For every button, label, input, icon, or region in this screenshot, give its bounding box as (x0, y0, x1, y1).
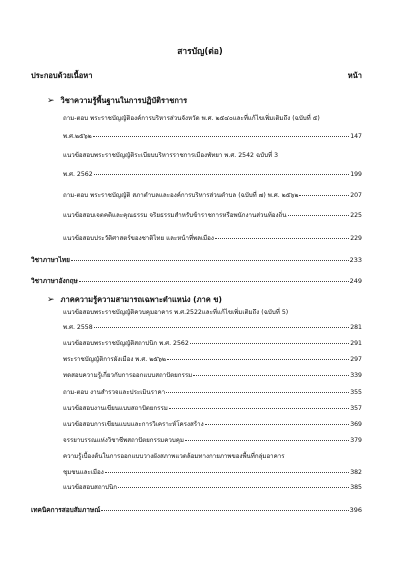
toc-entry-text: แนวข้อสอบงานเขียนแบบสถาปัตยกรรม (63, 405, 168, 412)
dot-leader (167, 359, 349, 360)
dot-leader (71, 260, 349, 261)
toc-header (31, 70, 362, 82)
dot-leader (185, 440, 349, 441)
toc-entry-text: พ.ศ.๒๕๖๒ (63, 133, 92, 140)
toc-entry-architect-act[interactable] (63, 341, 362, 347)
page-number: 199 (350, 171, 362, 178)
dot-leader (93, 136, 349, 137)
page-number: 382 (350, 469, 362, 476)
dot-leader (94, 174, 350, 175)
dot-leader (190, 343, 349, 344)
page-column-label: หน้า (347, 71, 362, 80)
arrow-bullet-icon: ➢ (47, 96, 55, 106)
toc-entry-text: วิชาภาษาอังกฤษ (31, 277, 78, 285)
page-number: 233 (349, 256, 362, 264)
page-number: 229 (350, 235, 362, 242)
toc-entry-architect-exam[interactable] (63, 485, 362, 491)
toc-entry-building-control[interactable] (63, 325, 362, 331)
toc-entry-pao-act[interactable] (63, 134, 362, 140)
toc-entry-text: ถาม-ตอบ พระราชบัญญัติ สภาตำบลและองค์การบริหารส่วนตำบล (ฉบับที่ ๗) พ.ศ. ๒๕๖๒ (63, 192, 299, 199)
dot-leader (169, 408, 349, 409)
page-number: 385 (350, 484, 362, 491)
toc-entry-text: แนวข้อสอบพระราชบัญญัติควบคุมอาคาร พ.ศ.2522และที่แก้ไขเพิ่มเติมถึง (ฉบับที่ 5) (63, 309, 289, 316)
toc-entry-text: แนวข้อสอบการเขียนแบบและการวิเคราะห์โครงสร้าง (63, 421, 204, 428)
toc-entry-text: ความรู้เบื้องต้นในการออกแบบวางผังสภาพแวดล้อมทางกายภาพของพื้นที่กลุ่มอาคาร (63, 453, 285, 460)
toc-entry-text: ทดสอบความรู้เกี่ยวกับการออกแบบสถาปัตยกรรม (63, 372, 193, 379)
dot-leader (288, 215, 350, 216)
section-heading-specific-knowledge (47, 294, 222, 306)
toc-entry-text: แนวข้อสอบพระราชบัญญัติสถาปนิก พ.ศ. 2562 (63, 340, 189, 347)
section-heading-text: ภาคความรู้ความสามารถเฉพาะตำแหน่ง (ภาค ข) (60, 295, 222, 304)
toc-entry-pattaya-act[interactable] (63, 172, 362, 178)
toc-entry-town-planning[interactable] (63, 357, 362, 363)
dot-leader (105, 472, 349, 473)
toc-entry-text: พ.ศ. 2558 (63, 324, 93, 331)
toc-entry-thai-language[interactable] (31, 255, 362, 265)
toc-entry-design-test[interactable] (63, 373, 362, 379)
toc-entry-interview-technique[interactable] (31, 505, 362, 515)
page-number: 147 (350, 133, 362, 140)
toc-entry-text: จรรยาบรรณแห่งวิชาชีพสถาปัตยกรรมควบคุม (63, 437, 185, 444)
dot-leader (79, 281, 349, 282)
toc-entry-text: วิชาภาษาไทย (31, 256, 70, 264)
dot-leader (193, 375, 349, 376)
page-number: 249 (349, 277, 362, 285)
arrow-bullet-icon: ➢ (47, 295, 55, 305)
page-number: 207 (350, 192, 362, 199)
toc-entry-survey-estimate[interactable] (63, 390, 362, 396)
dot-leader (166, 392, 349, 393)
toc-entry-text: ถาม-ตอบ พระราชบัญญัติองค์การบริหารส่วนจังหวัด พ.ศ. ๒๕๔๐และที่แก้ไขเพิ่มเติมถึง (ฉบับที่ ๕) (63, 115, 320, 122)
page-number: 355 (350, 389, 362, 396)
page-number: 369 (350, 421, 362, 428)
toc-entry-english[interactable] (31, 276, 362, 286)
page-number: 225 (350, 212, 362, 219)
page-number: 379 (350, 437, 362, 444)
toc-entry-pattaya-act-line1 (63, 153, 362, 159)
toc-entry-text: พ.ศ. 2562 (63, 171, 93, 178)
dot-leader (215, 238, 349, 239)
page-number: 339 (350, 372, 362, 379)
toc-entry-sao-act[interactable] (63, 193, 362, 199)
toc-entry-ethics[interactable] (63, 213, 362, 219)
toc-entry-text: เทคนิคการสอบสัมภาษณ์ (31, 506, 101, 514)
page-number: 291 (350, 340, 362, 347)
toc-entry-text: แนวข้อสอบพระราชบัญญัติระเบียบบริหารราชการเมืองพัทยา พ.ศ. 2542 ฉบับที่ 3 (63, 152, 279, 159)
toc-entry-text: แนวข้อสอบเจตคติและคุณธรรม จริยธรรมสำหรับข้าราชการหรือพนักงานส่วนท้องถิ่น (63, 212, 287, 219)
page-number: 396 (349, 506, 362, 514)
page-title: สารบัญ(ต่อ) (177, 47, 223, 57)
section-heading-text: วิชาความรู้พื้นฐานในการปฏิบัติราชการ (60, 96, 188, 105)
toc-entry-arch-drawing[interactable] (63, 406, 362, 412)
page-number: 357 (350, 405, 362, 412)
toc-entry-text: ชุมชนและเมือง (63, 469, 104, 476)
toc-entry-text: พระราชบัญญัติการผังเมือง พ.ศ. ๒๕๖๒ (63, 356, 166, 363)
section-heading-basic-knowledge (47, 95, 187, 107)
toc-entry-professional-ethics[interactable] (63, 438, 362, 444)
dot-leader (94, 327, 350, 328)
toc-entry-building-control-line1 (63, 310, 362, 316)
toc-entry-structural-drawing[interactable] (63, 422, 362, 428)
toc-entry-urban-design-line1 (63, 454, 362, 460)
dot-leader (118, 487, 349, 488)
toc-entry-urban-design[interactable] (63, 470, 362, 476)
dot-leader (101, 510, 348, 511)
toc-entry-text: แนวข้อสอบประวัติศาสตร์ของชาติไทย และหน้าที่พลเมือง (63, 235, 214, 242)
toc-entry-text: ถาม-ตอบ งานสำรวจและประเมินราคา (63, 389, 166, 396)
toc-entry-pao-act-line1 (63, 116, 362, 122)
page-number: 297 (350, 356, 362, 363)
toc-entry-text: แนวข้อสอบสถาปนิก (63, 484, 117, 491)
toc-entry-thai-history[interactable] (63, 236, 362, 242)
page-number: 281 (350, 324, 362, 331)
contents-column-label: ประกอบด้วยเนื้อหา (31, 71, 93, 80)
dot-leader (299, 195, 349, 196)
dot-leader (205, 424, 350, 425)
